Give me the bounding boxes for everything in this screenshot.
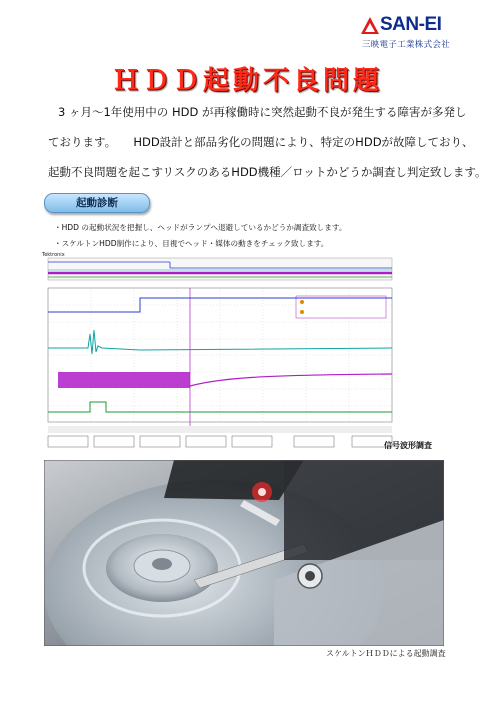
skeleton-hdd-photo [44, 460, 444, 646]
logo-triangle-icon [360, 16, 380, 36]
bullet-list [54, 220, 346, 252]
paragraph-line-1: 3 ヶ月～1年使用中の HDD が再稼働時に突然起動不良が発生する障害が多発し [58, 105, 467, 119]
bullet-item-1: ・HDD の起動状況を把握し、ヘッドがランプへ退避しているかどうか調査致します。 [54, 223, 347, 232]
company-logo [360, 14, 478, 54]
bullet-item-2: ・スケルトンHDD制作により、目視でヘッド・媒体の動きをチェック致します。 [54, 239, 329, 248]
logo-text: SAN-EI [380, 14, 442, 35]
paragraph-line-3: 起動不良問題を起こすリスクのあるHDD機種／ロットかどうか調査し判定致します。 [48, 165, 487, 179]
scope-caption: 信号波形調査 [384, 441, 432, 450]
section-label: 起動診断 [44, 193, 150, 213]
scope-brand: Tektronix [42, 252, 65, 258]
photo-caption: スケルトンＨＤＤによる起動調査 [326, 649, 446, 658]
paragraph-line-2: ております。 HDD設計と部品劣化の問題により、特定のHDDが故障しており、 [48, 135, 474, 149]
oscilloscope-screen [40, 250, 402, 450]
logo-company-name: 三映電子工業株式会社 [362, 40, 451, 50]
page-title: ＨＤＤ起動不良問題 [112, 66, 383, 96]
intro-paragraph [48, 97, 487, 187]
